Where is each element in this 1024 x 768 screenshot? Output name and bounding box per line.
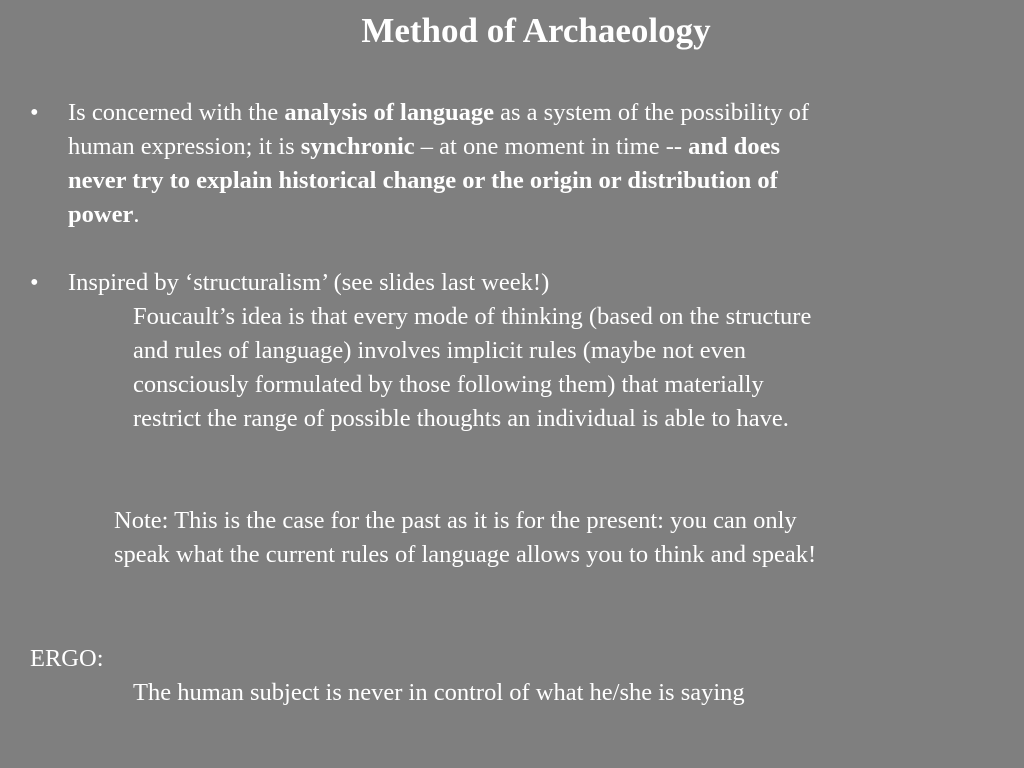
ergo-label: ERGO: xyxy=(30,645,104,672)
bullet1-seg3: as a system of the possibility of human expression; it is xyxy=(68,99,810,160)
bullet-marker-2: • xyxy=(30,269,39,296)
bullet-marker-1: • xyxy=(30,99,39,126)
bullet1-seg1: Is concerned with the xyxy=(68,99,285,126)
bullet-text-analysis-of-language xyxy=(68,96,843,232)
bullet1-bold-analysis: analysis of language xyxy=(284,99,494,126)
bullet1-bold-never-explain: and does never try to explain historical change or the origin or distribution of power xyxy=(68,133,781,228)
bullet1-seg7: . xyxy=(133,201,140,228)
slide-title: Method of Archaeology xyxy=(361,11,711,50)
bullet1-seg5: – at one moment in time -- xyxy=(414,133,689,160)
ergo-paragraph: The human subject is never in control of what he/she is saying xyxy=(133,679,745,706)
note-paragraph: Note: This is the case for the past as it is for the present: you can only speak what the current rules of language allows you to think and speak! xyxy=(114,507,817,568)
bullet-text-structuralism: Inspired by ‘structuralism’ (see slides last week!) xyxy=(68,269,550,296)
bullet1-bold-synchronic: synchronic xyxy=(300,133,415,160)
foucault-paragraph: Foucault’s idea is that every mode of thinking (based on the structure and rules of language) involves implicit rules (maybe not even consciously formulated by those following them) that materially restrict the range of possible thoughts an individual is able to have. xyxy=(133,303,812,432)
